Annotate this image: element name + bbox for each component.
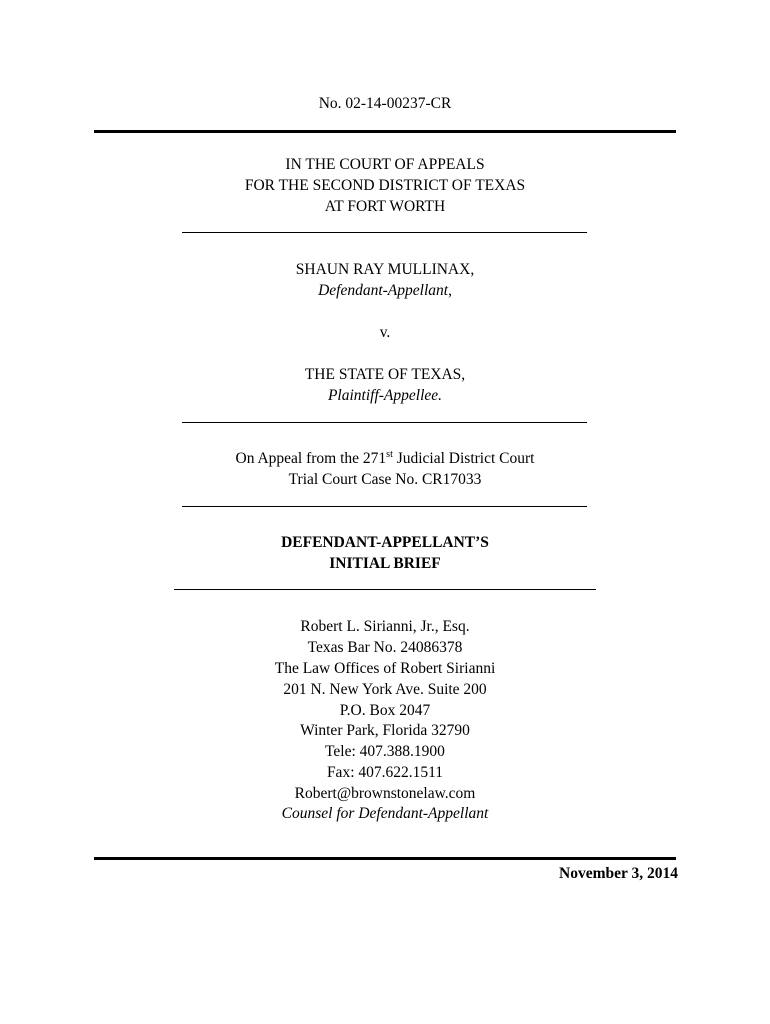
separator-rule <box>182 506 587 507</box>
counsel-name: Robert L. Sirianni, Jr., Esq. <box>300 618 470 635</box>
court-line-1: IN THE COURT OF APPEALS <box>285 156 485 173</box>
case-number: No. 02-14-00237-CR <box>318 95 452 112</box>
counsel-city: Winter Park, Florida 32790 <box>300 722 470 739</box>
top-thick-rule <box>94 130 676 133</box>
counsel-firm: The Law Offices of Robert Sirianni <box>274 660 496 677</box>
counsel-address-2: P.O. Box 2047 <box>339 702 431 719</box>
separator-rule <box>174 589 596 590</box>
separator-rule <box>182 232 587 233</box>
appellant-role: Defendant-Appellant, <box>318 282 452 299</box>
appellant-role-text: Defendant-Appellant <box>318 282 449 299</box>
court-line-2: FOR THE SECOND DISTRICT OF TEXAS <box>244 177 526 194</box>
appellee-role: Plaintiff-Appellee. <box>327 387 443 404</box>
counsel-tele: Tele: 407.388.1900 <box>325 743 445 760</box>
bottom-thick-rule <box>94 857 676 860</box>
brief-title-line-2: INITIAL BRIEF <box>329 555 441 572</box>
trial-court-case: Trial Court Case No. CR17033 <box>288 471 482 488</box>
counsel-bar-number: Texas Bar No. 24086378 <box>307 639 463 656</box>
counsel-address-1: 201 N. New York Ave. Suite 200 <box>283 681 487 698</box>
versus: v. <box>379 324 391 341</box>
appeal-suffix: Judicial District Court <box>392 450 535 467</box>
counsel-email: Robert@brownstonelaw.com <box>294 785 476 802</box>
counsel-role: Counsel for Defendant-Appellant <box>281 805 489 822</box>
appellee-name: THE STATE OF TEXAS, <box>304 366 466 383</box>
appellant-name: SHAUN RAY MULLINAX, <box>295 261 475 278</box>
court-line-3: AT FORT WORTH <box>324 198 446 215</box>
brief-title-line-1: DEFENDANT-APPELLANT’S <box>281 534 489 551</box>
appeal-prefix: On Appeal from the 271 <box>235 450 387 467</box>
brief-date: November 3, 2014 <box>559 865 678 882</box>
appeal-ordinal: st <box>386 449 393 460</box>
counsel-fax: Fax: 407.622.1511 <box>326 764 444 781</box>
appeal-line <box>0 449 770 469</box>
separator-rule <box>182 422 587 423</box>
